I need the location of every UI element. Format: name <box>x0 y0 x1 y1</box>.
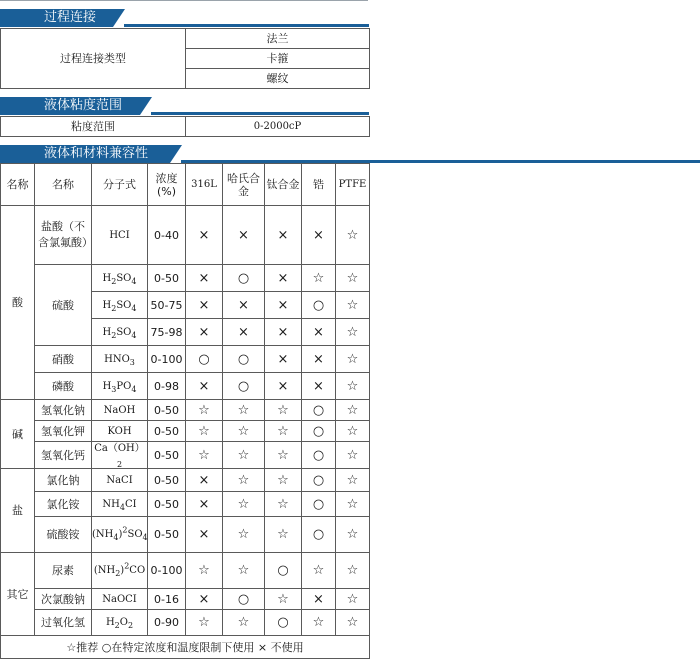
rating-titanium: ○ <box>265 610 302 636</box>
rating-hastelloy: ○ <box>223 373 265 400</box>
concentration: 0-50 <box>148 442 186 469</box>
rating-ptfe: ☆ <box>336 346 370 373</box>
rating-ptfe: ☆ <box>336 206 370 265</box>
rating-316l: × <box>186 517 223 553</box>
rating-titanium: × <box>265 319 302 346</box>
concentration: 0-100 <box>148 553 186 589</box>
rating-hastelloy: ☆ <box>223 517 265 553</box>
concentration: 0-98 <box>148 373 186 400</box>
table-row <box>1 373 370 400</box>
rating-titanium: × <box>265 292 302 319</box>
section-header-viscosity <box>0 97 700 115</box>
rating-ptfe: ☆ <box>336 442 370 469</box>
header-category: 名称 <box>1 164 35 206</box>
rating-zirconium: ○ <box>302 469 336 492</box>
rating-zirconium: × <box>302 589 336 610</box>
rating-zirconium: ○ <box>302 421 336 442</box>
rating-titanium: × <box>265 265 302 292</box>
compatibility-table <box>0 163 370 659</box>
formula: $HNO_3$ <box>92 346 148 373</box>
rating-titanium: ☆ <box>265 469 302 492</box>
concentration: 0-50 <box>148 400 186 421</box>
rating-zirconium: ○ <box>302 492 336 517</box>
legend-text: ☆推荐 ○在特定浓度和温度限制下使用 × 不使用 <box>1 636 370 659</box>
substance-name: 硝酸 <box>35 346 92 373</box>
concentration: 75-98 <box>148 319 186 346</box>
table-row <box>1 400 370 421</box>
rating-ptfe: ☆ <box>336 553 370 589</box>
table-row <box>1 492 370 517</box>
concentration: 0-16 <box>148 589 186 610</box>
rating-316l: × <box>186 265 223 292</box>
rating-ptfe: ☆ <box>336 265 370 292</box>
connection-option: 法兰 <box>186 29 370 49</box>
header-hastelloy: 哈氏合 金 <box>223 164 265 206</box>
header-titanium: 钛合金 <box>265 164 302 206</box>
formula: $H_2SO_4$ <box>92 319 148 346</box>
rating-titanium: ☆ <box>265 442 302 469</box>
rating-zirconium: × <box>302 319 336 346</box>
section-title: 液体和材料兼容性 <box>0 145 170 163</box>
concentration: 0-90 <box>148 610 186 636</box>
rating-316l: ○ <box>186 346 223 373</box>
formula: $Ca(OH)_2$ <box>92 442 148 469</box>
top-divider <box>0 0 368 1</box>
rating-hastelloy: ☆ <box>223 610 265 636</box>
substance-name: 氯化铵 <box>35 492 92 517</box>
rating-hastelloy: ☆ <box>223 400 265 421</box>
substance-name: 氢氧化钠 <box>35 400 92 421</box>
rating-ptfe: ☆ <box>336 319 370 346</box>
rating-316l: × <box>186 492 223 517</box>
table-row <box>1 206 370 265</box>
section-title: 过程连接 <box>0 9 113 27</box>
category-acid: 酸 <box>1 206 35 400</box>
rating-titanium: × <box>265 206 302 265</box>
connection-option: 卡箍 <box>186 49 370 69</box>
rating-titanium: × <box>265 373 302 400</box>
formula: $H_2O_2$ <box>92 610 148 636</box>
connection-option: 螺纹 <box>186 69 370 89</box>
table-row <box>1 610 370 636</box>
rating-ptfe: ☆ <box>336 589 370 610</box>
table-row <box>1 589 370 610</box>
rating-zirconium: ○ <box>302 442 336 469</box>
rating-316l: × <box>186 206 223 265</box>
table-row <box>1 442 370 469</box>
rating-316l: × <box>186 469 223 492</box>
rating-titanium: ☆ <box>265 492 302 517</box>
rating-hastelloy: × <box>223 292 265 319</box>
section-title: 液体粘度范围 <box>0 97 140 115</box>
table-row <box>1 265 370 292</box>
formula: $(NH_4)^2SO_4$ <box>92 517 148 553</box>
header-formula: 分子式 <box>92 164 148 206</box>
rating-titanium: ☆ <box>265 589 302 610</box>
rating-titanium: ☆ <box>265 400 302 421</box>
viscosity-value: 0-2000cP <box>186 117 370 137</box>
rating-316l: × <box>186 589 223 610</box>
legend-row <box>1 636 370 659</box>
rating-hastelloy: ○ <box>223 265 265 292</box>
table-row <box>1 553 370 589</box>
rating-zirconium: × <box>302 346 336 373</box>
rating-zirconium: ☆ <box>302 610 336 636</box>
category-other: 其它 <box>1 553 35 636</box>
rating-hastelloy: ○ <box>223 346 265 373</box>
rating-316l: × <box>186 319 223 346</box>
section-header-process-connection <box>0 9 700 27</box>
rating-ptfe: ☆ <box>336 469 370 492</box>
formula: NaOH <box>92 400 148 421</box>
rating-titanium: ☆ <box>265 517 302 553</box>
formula: $H_2SO_4$ <box>92 292 148 319</box>
substance-name: 盐酸（不含氯氟酸） <box>35 206 92 265</box>
viscosity-table <box>0 116 370 137</box>
rating-ptfe: ☆ <box>336 400 370 421</box>
concentration: 50-75 <box>148 292 186 319</box>
formula: HCI <box>92 206 148 265</box>
rating-zirconium: ○ <box>302 517 336 553</box>
rating-hastelloy: ☆ <box>223 442 265 469</box>
viscosity-label: 粘度范围 <box>1 117 186 137</box>
rating-zirconium: ○ <box>302 292 336 319</box>
header-ptfe: PTFE <box>336 164 370 206</box>
substance-name: 氯化钠 <box>35 469 92 492</box>
formula: $H_3PO_4$ <box>92 373 148 400</box>
header-name: 名称 <box>35 164 92 206</box>
table-header-row <box>1 164 370 206</box>
substance-name: 硫酸 <box>35 265 92 346</box>
substance-name: 次氯酸钠 <box>35 589 92 610</box>
table-row <box>1 421 370 442</box>
category-salt: 盐 <box>1 469 35 553</box>
rating-ptfe: ☆ <box>336 292 370 319</box>
substance-name: 磷酸 <box>35 373 92 400</box>
rating-hastelloy: × <box>223 319 265 346</box>
process-connection-label: 过程连接类型 <box>1 29 186 89</box>
formula: NaCI <box>92 469 148 492</box>
header-316l: 316L <box>186 164 223 206</box>
rating-ptfe: ☆ <box>336 421 370 442</box>
formula: $(NH_2)^2CO$ <box>92 553 148 589</box>
concentration: 0-50 <box>148 265 186 292</box>
rating-316l: × <box>186 292 223 319</box>
concentration: 0-100 <box>148 346 186 373</box>
concentration: 0-50 <box>148 469 186 492</box>
rating-zirconium: ○ <box>302 400 336 421</box>
substance-name: 尿素 <box>35 553 92 589</box>
rating-ptfe: ☆ <box>336 373 370 400</box>
rating-316l: × <box>186 373 223 400</box>
rating-ptfe: ☆ <box>336 492 370 517</box>
rating-316l: ☆ <box>186 400 223 421</box>
rating-hastelloy: ○ <box>223 589 265 610</box>
category-base: 碱 <box>1 400 35 469</box>
rating-316l: ☆ <box>186 553 223 589</box>
rating-hastelloy: ☆ <box>223 553 265 589</box>
rating-titanium: ☆ <box>265 421 302 442</box>
rating-hastelloy: ☆ <box>223 469 265 492</box>
substance-name: 氢氧化钙 <box>35 442 92 469</box>
rating-zirconium: ☆ <box>302 265 336 292</box>
formula: NaOCI <box>92 589 148 610</box>
formula: $H_2SO_4$ <box>92 265 148 292</box>
table-row <box>1 469 370 492</box>
table-row <box>1 517 370 553</box>
concentration: 0-50 <box>148 517 186 553</box>
rating-zirconium: × <box>302 206 336 265</box>
rating-hastelloy: ☆ <box>223 492 265 517</box>
concentration: 0-50 <box>148 421 186 442</box>
substance-name: 氢氧化钾 <box>35 421 92 442</box>
rating-316l: ☆ <box>186 442 223 469</box>
table-row <box>1 346 370 373</box>
concentration: 0-50 <box>148 492 186 517</box>
substance-name: 过氧化氢 <box>35 610 92 636</box>
rating-hastelloy: ☆ <box>223 421 265 442</box>
rating-ptfe: ☆ <box>336 517 370 553</box>
concentration: 0-40 <box>148 206 186 265</box>
header-zirconium: 锆 <box>302 164 336 206</box>
rating-ptfe: ☆ <box>336 610 370 636</box>
rating-titanium: × <box>265 346 302 373</box>
rating-hastelloy: × <box>223 206 265 265</box>
section-header-compatibility <box>0 145 700 163</box>
rating-zirconium: × <box>302 373 336 400</box>
formula: KOH <box>92 421 148 442</box>
process-connection-table <box>0 28 370 89</box>
header-concentration: 浓度 (%) <box>148 164 186 206</box>
rating-316l: ☆ <box>186 421 223 442</box>
formula: $NH_4CI$ <box>92 492 148 517</box>
rating-zirconium: ☆ <box>302 553 336 589</box>
rating-316l: ☆ <box>186 610 223 636</box>
substance-name: 硫酸铵 <box>35 517 92 553</box>
rating-titanium: ○ <box>265 553 302 589</box>
